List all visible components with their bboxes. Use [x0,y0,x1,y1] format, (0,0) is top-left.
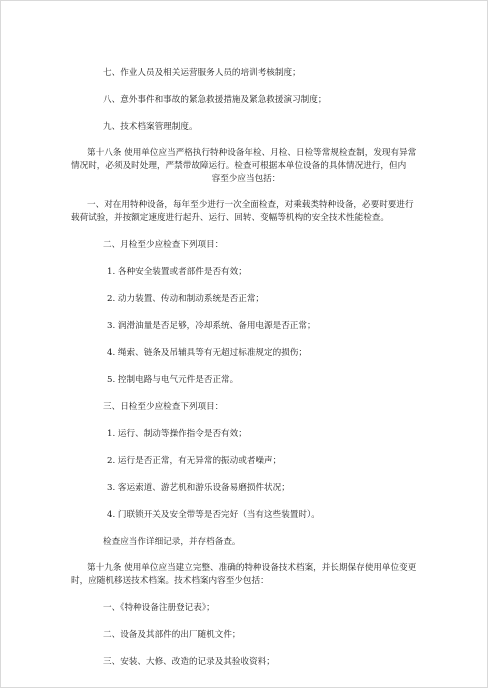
monthly-item-3: 3. 润滑油量是否足够，冷却系统、备用电源是否正常； [107,321,316,331]
paragraph-emergency-rescue: 八、意外事件和事故的紧急救援措施及紧急救援演习制度； [103,95,327,105]
monthly-item-4: 4. 绳索、链条及吊辅具等有无超过标准规定的损伤； [107,348,307,358]
record-keeping-note: 检查应当作详细记录，并存档备查。 [103,537,241,547]
archive-item-2: 二、设备及其部件的出厂随机文件； [103,630,241,640]
article-19: 第十九条 使用单位应当建立完整、准确的特种设备技术档案，并长期保存使用单位变更时，应随机移送技术档案。技术档案内容至少包括： [71,563,417,586]
daily-item-3: 3. 客运索道、游艺机和游乐设备易磨损件状况； [107,483,290,493]
monthly-inspection-heading: 二、月检至少应检查下列项目： [103,240,224,250]
archive-item-1: 一、《特种设备注册登记表》； [103,603,215,613]
daily-inspection-heading: 三、日检至少应检查下列项目： [103,402,224,412]
article-18-continued: 容至少应当包括： [211,174,281,184]
monthly-item-2: 2. 动力装置、传动和制动系统是否正常； [107,294,265,304]
document-body [71,67,417,669]
article-18: 第十八条 使用单位应当严格执行特种设备年检、月检、日检等常规检查制，发现有异常情况时，必须及时处理，严禁带故障运行。检查可根据本单位设备的具体情况进行，但内 [71,148,417,171]
monthly-item-5: 5. 控制电路与电气元件是否正常。 [107,375,239,385]
paragraph-training-system: 七、作业人员及相关运营服务人员的培训考核制度； [103,68,301,78]
daily-item-2: 2. 运行是否正常，有无异常的振动或者噪声； [107,456,282,466]
archive-item-3: 三、安装、大修、改造的记录及其验收资料； [103,657,275,667]
paragraph-archive-system: 九、技术档案管理制度。 [103,122,198,132]
daily-item-4: 4. 门联锁开关及安全带等是否完好（当有这些装置时）。 [107,510,320,520]
monthly-item-1: 1. 各种安全装置或者部件是否有效； [107,267,247,277]
daily-item-1: 1. 运行、制动等操作指令是否有效； [107,429,247,439]
annual-inspection: 一、对在用特种设备，每年至少进行一次全面检查，对乘载类特种设备，必要时要进行载荷试验，并按额定速度进行起升、运行、回转、变幅等机构的安全技术性能检查。 [71,200,414,223]
